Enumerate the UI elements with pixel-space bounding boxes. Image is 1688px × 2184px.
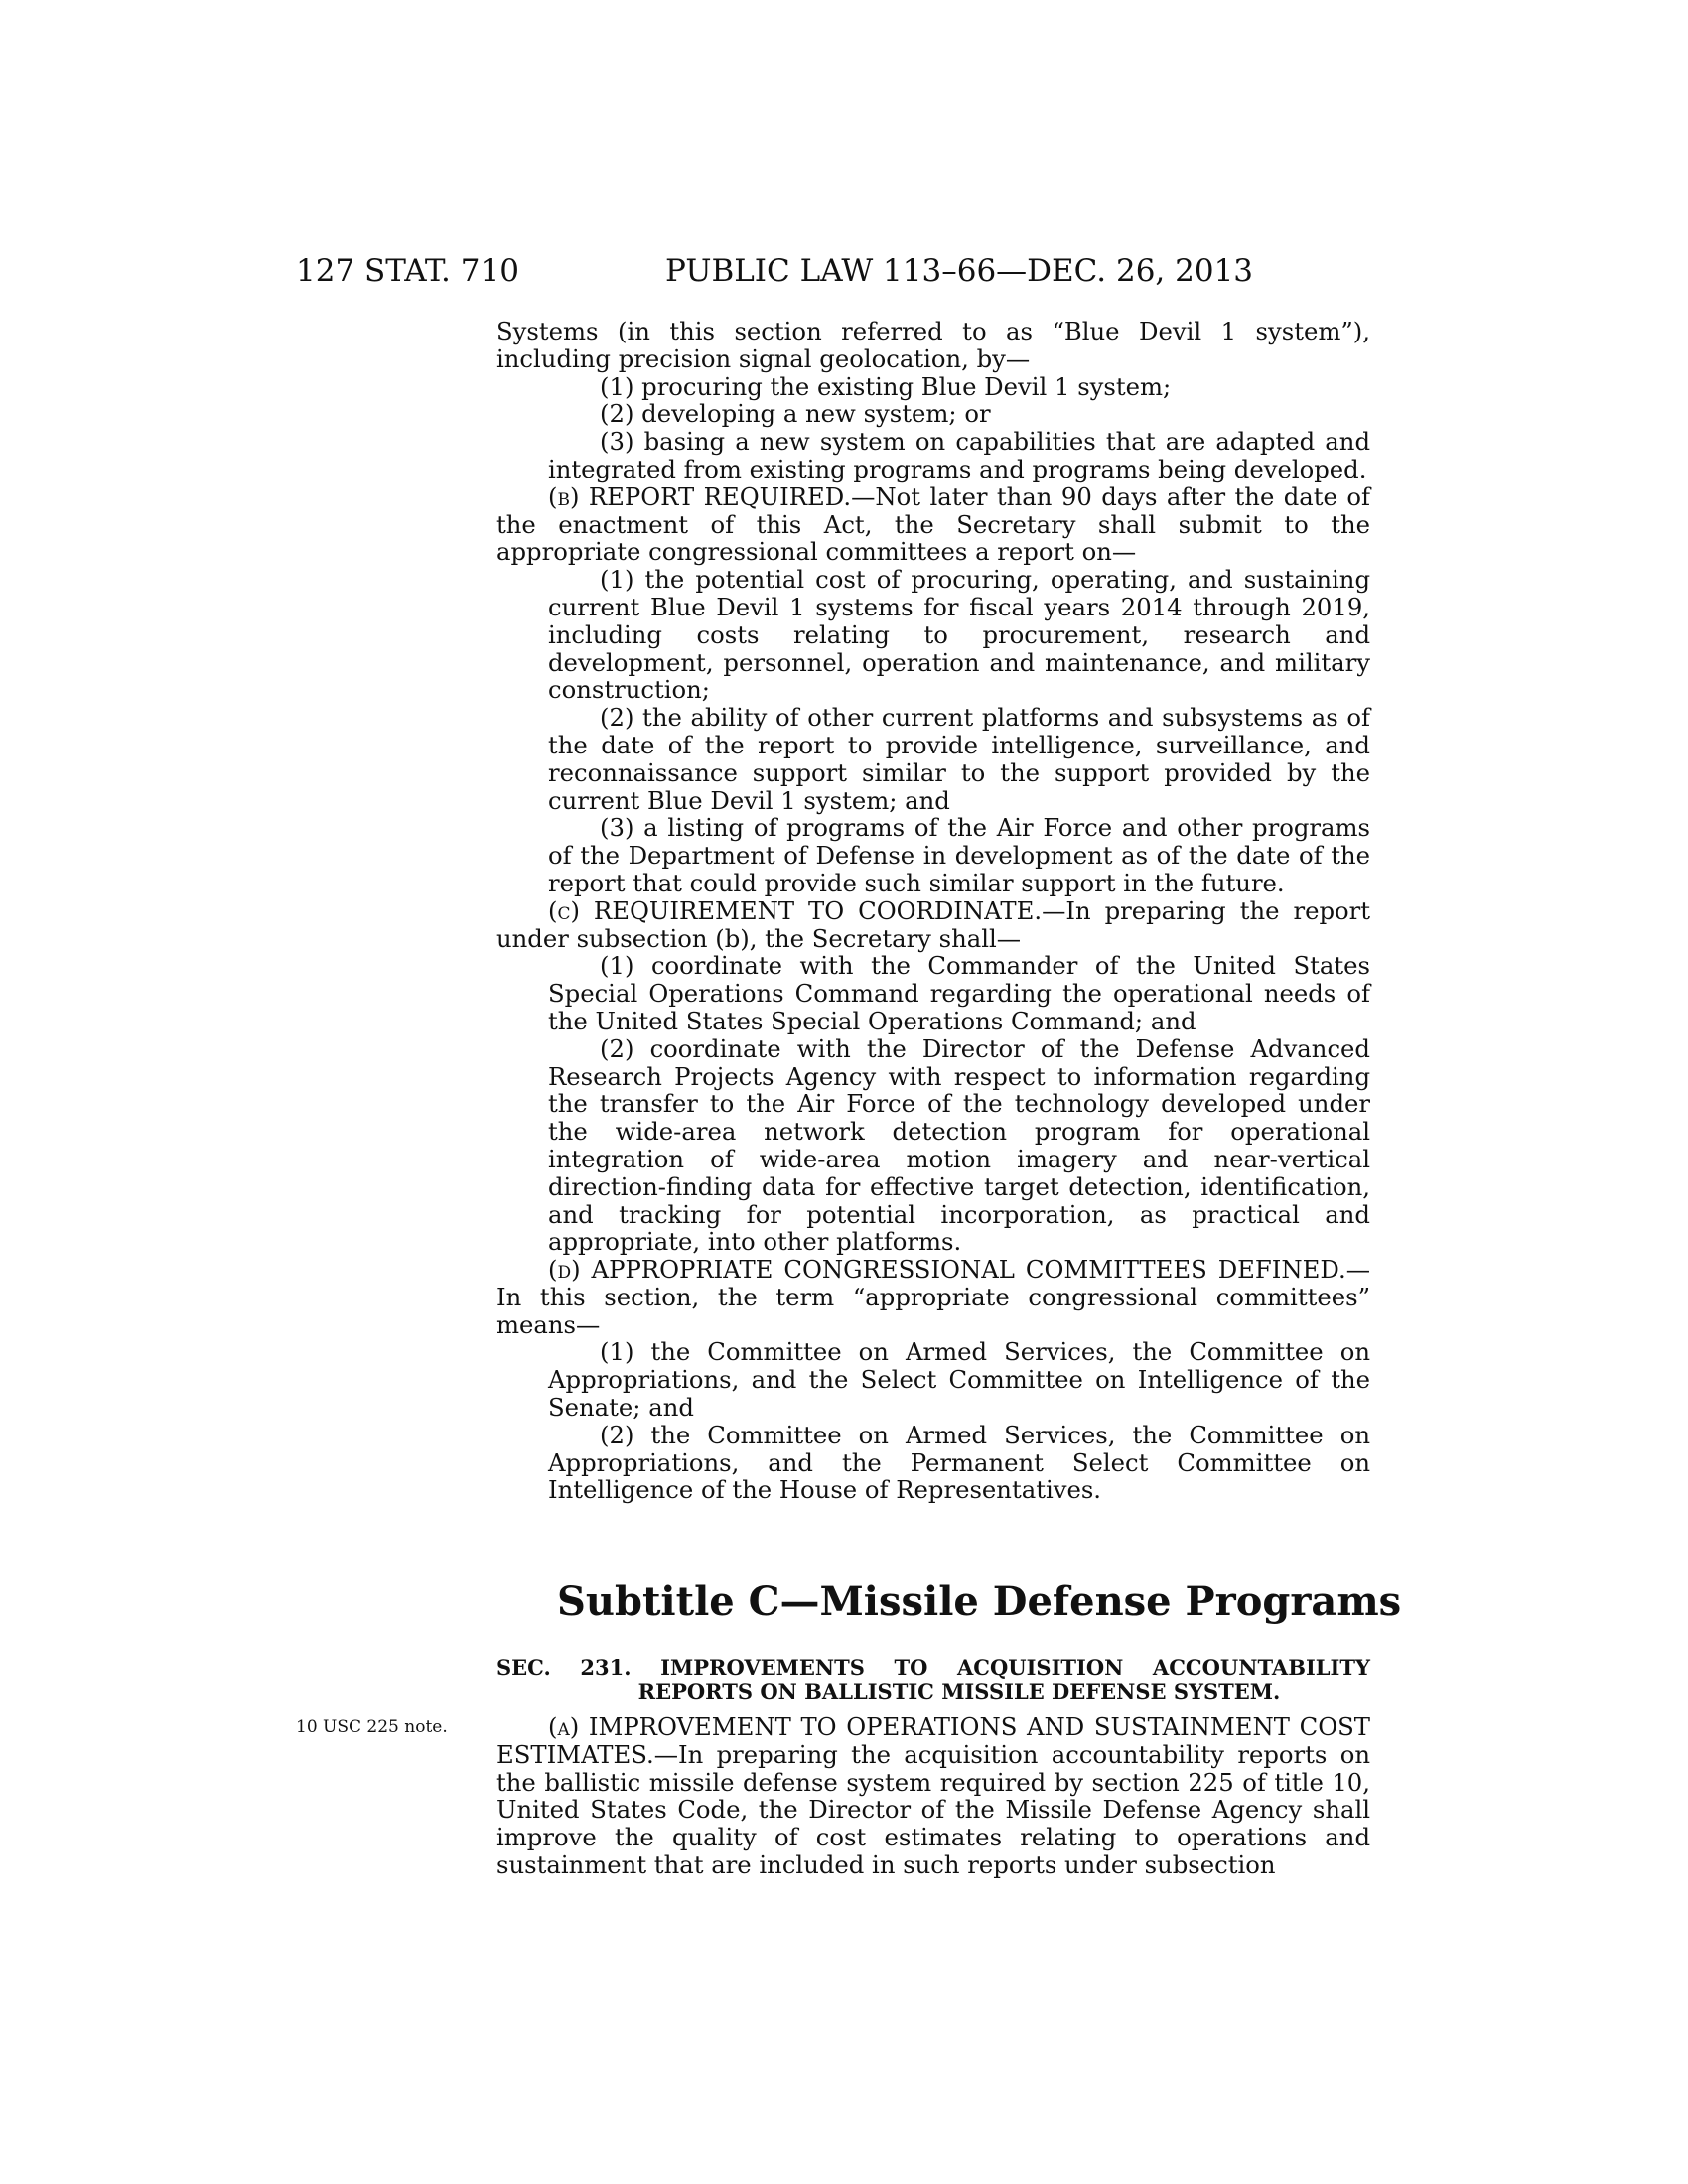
item-d2: (2) the Committee on Armed Services, the Committee on Appropriations, and the Permanent Select Committee on Intelligence of the House of Representatives. [548,1420,1370,1505]
section-231-subsection-a [496,1713,1370,1879]
subsection-c-text: —In preparing the report under subsection (b), the Secretary shall— [496,895,1371,953]
item-a1: (1) procuring the existing Blue Devil 1 system; [600,371,1172,401]
item-c1: (1) coordinate with the Commander of the United States Special Operations Command regarding the operational needs of the United States Special Operations Command; and [548,951,1370,1035]
section-231-a-heading: (a) IMPROVEMENT TO OPERATIONS AND SUSTAINMENT COST ESTIMATES. [496,1712,1370,1769]
running-head: PUBLIC LAW 113–66—DEC. 26, 2013 [665,253,1254,289]
item-b2: (2) the ability of other current platforms and subsystems as of the date of the report to provide intelligence, surveillance, and reconnaissance support similar to the support provided by the current Blue Devil 1 system; and [548,703,1370,815]
subsection-d-heading: (d) APPROPRIATE CONGRESSIONAL COMMITTEES DEFINED. [548,1255,1346,1285]
item-a2: (2) developing a new system; or [600,399,991,429]
statute-page-number: 127 STAT. 710 [296,253,519,289]
subsection-b-text: —Not later than 90 days after the date of the enactment of this Act, the Secretary shall submit to the appropriate congressional committees a report on— [496,481,1370,567]
subsection-c-heading: (c) REQUIREMENT TO COORDINATE. [548,895,1043,925]
subsection-d-text: —In this section, the term “appropriate congressional committees” means— [496,1255,1370,1339]
subtitle-heading: Subtitle C—Missile Defense Programs [557,1578,1402,1625]
subsection-b [496,483,1370,566]
section-heading-line-1: SEC. 231. IMPROVEMENTS TO ACQUISITION ACCOUNTABILITY [496,1655,1370,1680]
section-text [496,318,1370,1504]
item-c2: (2) coordinate with the Director of the Defense Advanced Research Projects Agency with respect to information regarding the transfer to the Air Force of the technology developed under the wide-area network detection program for operational integration of wide-area motion imagery and near-vertical direction-finding data for effective target detection, identification, and tracking for potential incorporation, as practical and appropriate, into other platforms. [548,1033,1370,1257]
section-231-a-text: —In preparing the acquisition accountability reports on the ballistic missile defense system required by section 225 of title 10, United States Code, the Director of the Missile Defense Agency shall improve the quality of cost estimates relating to operations and sustainment that are included in such reports under subsection [496,1739,1370,1879]
subsection-c [496,897,1370,953]
item-b1: (1) the potential cost of procuring, operating, and sustaining current Blue Devil 1 systems for fiscal years 2014 through 2019, including costs relating to procurement, research and development, personnel, operation and maintenance, and military construction; [548,565,1370,705]
item-d1: (1) the Committee on Armed Services, the Committee on Appropriations, and the Select Committee on Intelligence of the Senate; and [548,1337,1370,1423]
subsection-b-heading: (b) REPORT REQUIRED. [548,481,852,511]
paragraph-intro: Systems (in this section referred to as “Blue Devil 1 system”), including precision signal geolocation, by— [496,317,1370,373]
margin-note: 10 USC 225 note. [296,1717,448,1737]
section-heading [496,1656,1370,1704]
page-header [296,253,1370,293]
section-heading-line-2: REPORTS ON BALLISTIC MISSILE DEFENSE SYSTEM. [637,1679,1281,1704]
item-b3: (3) a listing of programs of the Air Force and other programs of the Department of Defense in development as of the date of the report that could provide such similar support in the future. [548,813,1370,897]
section-231-text [496,1713,1370,1879]
subsection-d [496,1256,1370,1338]
item-a3: (3) basing a new system on capabilities that are adapted and integrated from existing programs and programs being developed. [548,427,1370,483]
